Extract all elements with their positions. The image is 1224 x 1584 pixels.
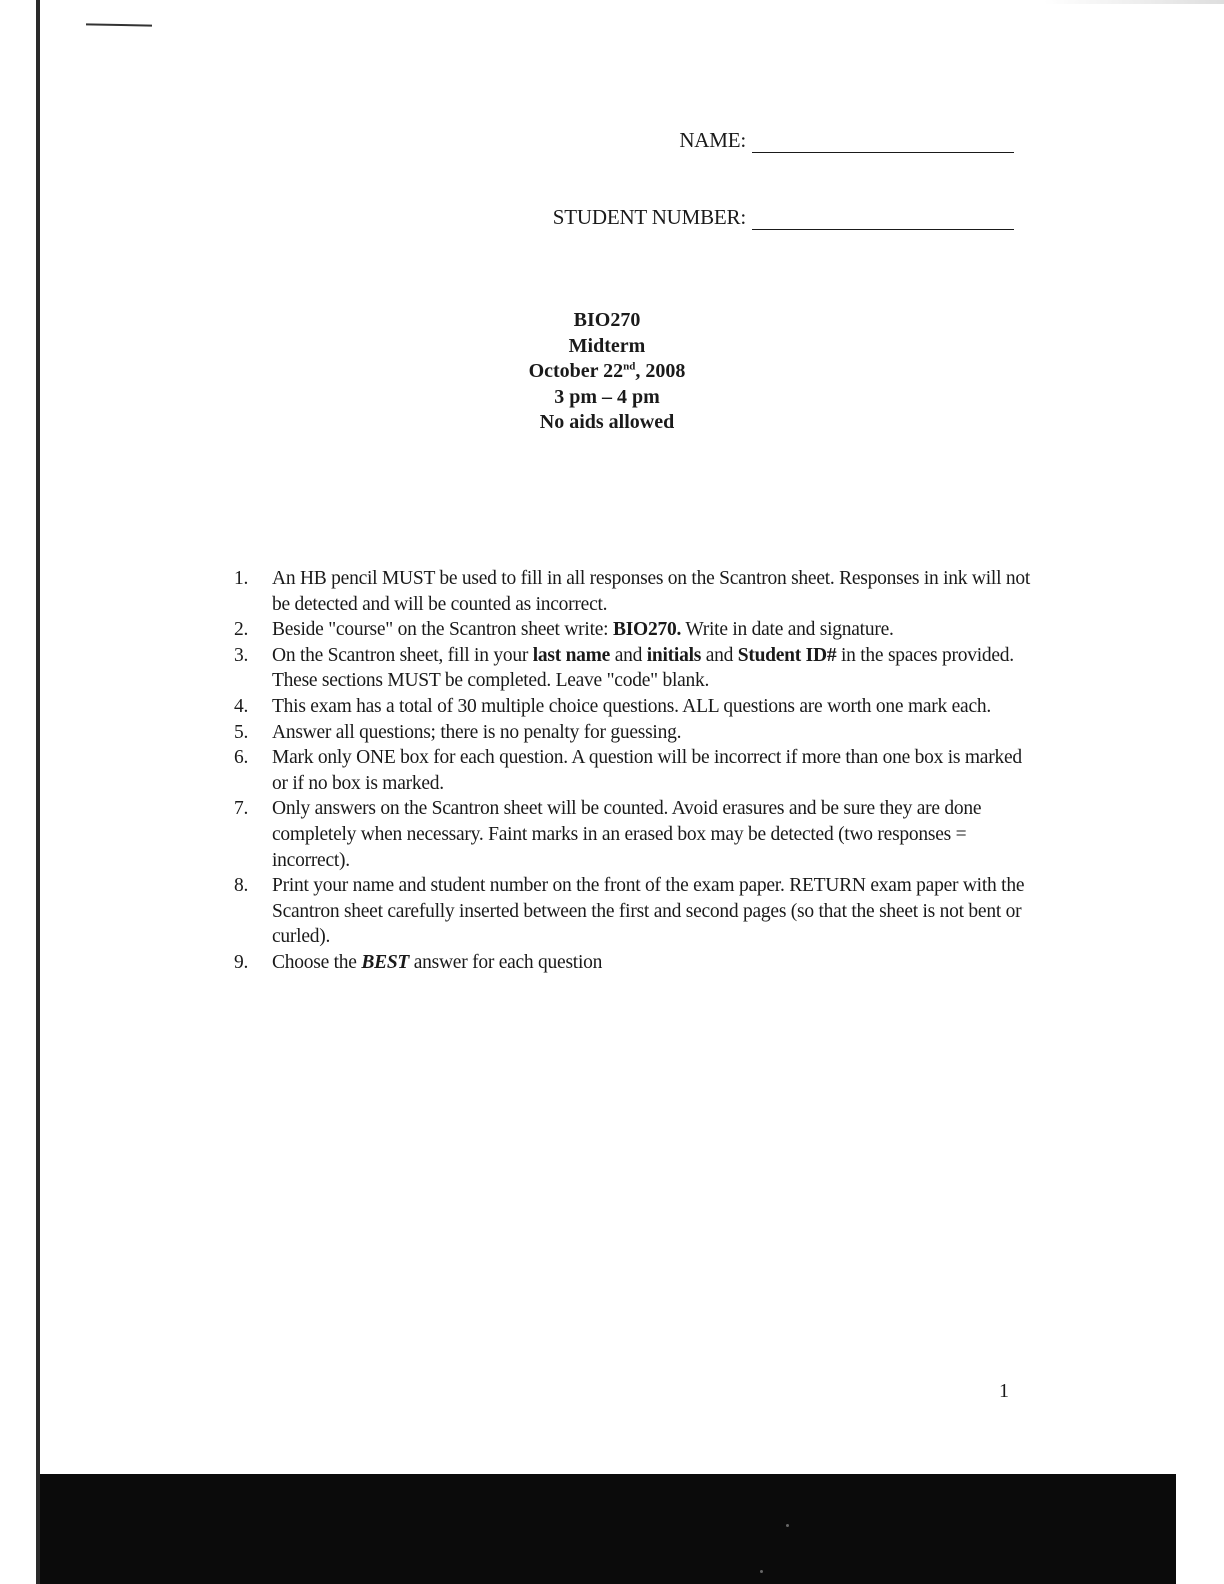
instruction-text [272,720,1034,746]
instruction-number: 7. [234,798,249,820]
instruction-item [234,720,1034,746]
instruction-text-segment: and [610,644,647,666]
exam-date [480,359,734,385]
exam-date-year: , 2008 [635,360,686,382]
instruction-text-segment: This exam has a total of 30 multiple choice questions. ALL questions are worth one mark each. [272,695,991,717]
instruction-number: 9. [234,951,249,973]
instruction-text-segment: answer for each question [409,951,603,973]
instruction-item [234,950,1034,976]
instruction-emphasis: Student ID# [737,644,837,666]
instruction-text-segment: and [701,644,738,666]
instruction-item [234,694,1034,720]
instruction-text-segment: in the spaces provided. These sections MUST be completed. Leave "code" blank. [272,644,1014,692]
instruction-text [272,694,1034,720]
instruction-text [272,950,1034,976]
scan-bottom-band [40,1474,1176,1584]
instruction-text-segment: Mark only ONE box for each question. A question will be incorrect if more than one box is marked or if no box is marked. [272,747,1022,794]
aids-notice: No aids allowed [539,411,675,433]
student-number-blank-line[interactable] [752,207,1014,230]
instruction-text [272,796,1034,873]
student-number-field [553,205,1014,230]
name-blank-line[interactable] [752,130,1014,153]
instruction-number: 8. [234,875,249,897]
instruction-item [234,873,1034,950]
instruction-emphasis: BIO270. [612,619,682,641]
instructions-list [234,566,1034,976]
instruction-item [234,566,1034,617]
exam-type: Midterm [568,334,646,357]
student-number-label: STUDENT NUMBER: [552,205,746,229]
instruction-text [272,745,1034,796]
exam-date-main: October 22 [528,360,624,382]
page-number: 1 [999,1380,1009,1402]
instruction-text-segment: Choose the [272,951,362,973]
instruction-text [272,566,1034,617]
instruction-text-segment: On the Scantron sheet, fill in your [272,644,533,666]
instruction-number: 3. [234,644,249,666]
name-field [679,128,1014,153]
instruction-number: 1. [234,568,249,589]
corner-pen-mark [86,23,152,26]
exam-date-suffix: nd [623,360,636,373]
instruction-text [272,873,1034,950]
instruction-item [234,745,1034,796]
instruction-emphasis: last name [532,644,611,666]
instruction-text-segment: Write in date and signature. [681,619,894,641]
instruction-text-segment: Print your name and student number on the front of the exam paper. RETURN exam paper with the Scantron sheet carefully inserted between the first and second pages (so that the sheet is not bent or curled). [272,875,1025,948]
exam-title-block [480,308,734,436]
instruction-text-segment: Answer all questions; there is no penalty for guessing. [272,721,682,743]
instruction-item [234,617,1034,643]
instruction-emphasis: initials [646,644,702,666]
instruction-text [272,643,1034,694]
instruction-text [272,617,1034,643]
instruction-emphasis: BEST [361,951,410,973]
instruction-item [234,643,1034,694]
instruction-text-segment: Only answers on the Scantron sheet will be counted. Avoid erasures and be sure they are done completely when necessary. Faint marks in an erased box may be detected (two responses = incorrect). [272,798,982,871]
name-label: NAME: [679,128,746,152]
scan-speck [786,1524,789,1527]
instruction-text-segment: An HB pencil MUST be used to fill in all responses on the Scantron sheet. Responses in ink will not be detected and will be counted as incorrect. [272,568,1031,615]
instruction-number: 2. [234,619,249,641]
instruction-number: 6. [234,747,249,769]
scan-shadow [1044,0,1224,4]
instruction-item [234,796,1034,873]
exam-time: 3 pm – 4 pm [554,385,660,408]
scan-speck [760,1570,763,1573]
scan-left-edge [36,0,40,1584]
course-code: BIO270 [573,309,641,331]
instruction-number: 4. [234,695,249,717]
instruction-text-segment: Beside "course" on the Scantron sheet write: [272,619,613,641]
instruction-number: 5. [234,721,249,743]
